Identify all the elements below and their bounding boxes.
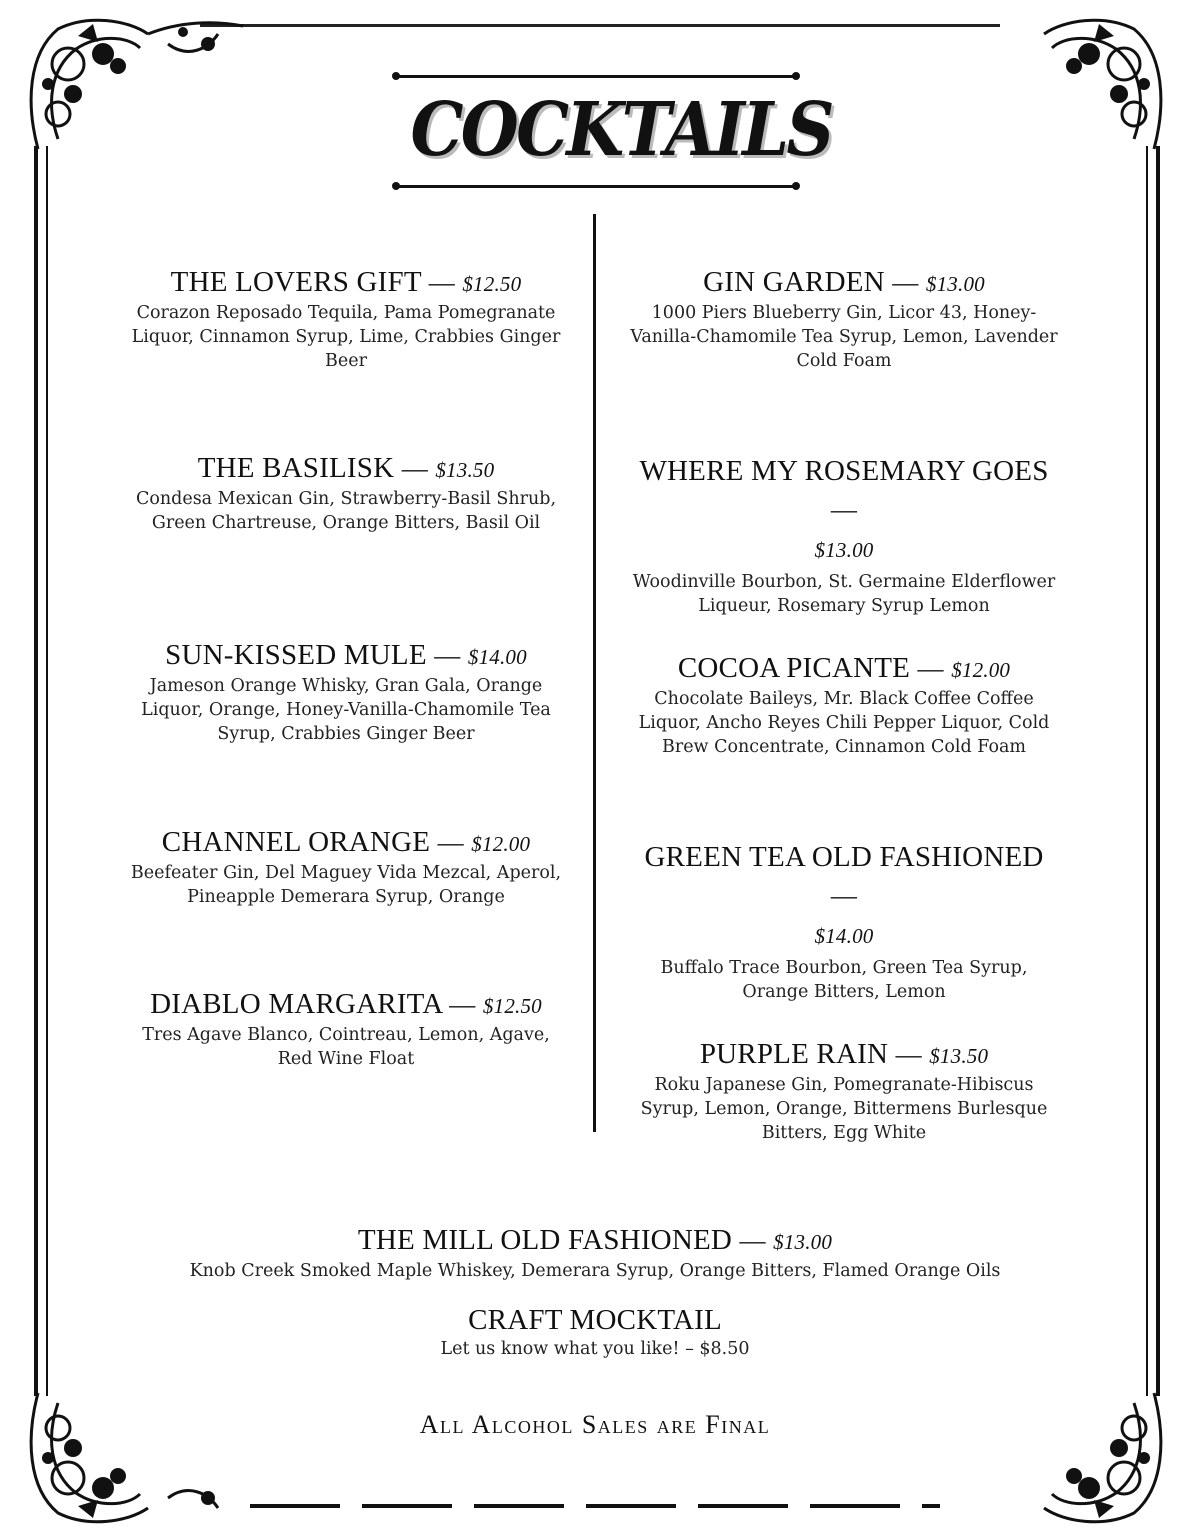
item-separator: — <box>401 454 428 483</box>
menu-item-gin-garden <box>628 266 1060 373</box>
item-separator: — <box>739 1226 766 1255</box>
item-name: PURPLE RAIN <box>699 1038 889 1070</box>
item-separator: — <box>830 881 858 910</box>
item-name: THE LOVERS GIFT <box>170 266 422 298</box>
item-separator: — <box>830 495 858 524</box>
item-price: $13.50 <box>929 1044 989 1068</box>
menu-item-channel-orange <box>130 826 562 909</box>
title-rule-bottom <box>396 185 796 188</box>
item-price: $14.00 <box>467 645 527 669</box>
item-name: GIN GARDEN <box>703 266 885 298</box>
item-name: DIABLO MARGARITA <box>150 988 442 1020</box>
item-name: GREEN TEA OLD FASHIONED <box>644 841 1044 873</box>
item-description: Let us know what you like! – $8.50 <box>440 1339 750 1359</box>
item-separator: — <box>892 268 919 297</box>
item-description: Buffalo Trace Bourbon, Green Tea Syrup, Orange Bitters, Lemon <box>660 958 1028 1002</box>
menu-item-cocoa-picante <box>628 652 1060 759</box>
menu-item-basilisk <box>130 452 562 535</box>
menu-item-purple-rain <box>628 1038 1060 1145</box>
item-description: Woodinville Bourbon, St. Germaine Elderflower Liqueur, Rosemary Syrup Lemon <box>632 572 1056 616</box>
item-separator: — <box>917 654 944 683</box>
item-separator: — <box>434 641 461 670</box>
item-name: WHERE MY ROSEMARY GOES <box>639 455 1049 487</box>
frame-bottom-border <box>250 1504 940 1508</box>
item-name: CHANNEL ORANGE <box>161 826 431 858</box>
item-description: 1000 Piers Blueberry Gin, Licor 43, Honey-Vanilla-Chamomile Tea Syrup, Lemon, Lavender Cold Foam <box>630 303 1058 371</box>
page-title: COCKTAILS <box>410 87 832 173</box>
item-separator: — <box>449 990 476 1019</box>
ornament-corner-bottom-right <box>944 1388 1174 1528</box>
item-price: $13.50 <box>435 458 495 482</box>
menu-item-mill-old-fashioned <box>140 1224 1050 1283</box>
item-separator: — <box>437 828 464 857</box>
menu-item-craft-mocktail <box>140 1304 1050 1361</box>
menu-item-lovers-gift <box>130 266 562 373</box>
menu-item-green-tea-old-fashioned <box>628 838 1060 1004</box>
frame-top-border <box>200 24 1000 27</box>
item-price: $12.00 <box>951 658 1011 682</box>
ornament-corner-top-left <box>18 14 248 154</box>
footer-note: All Alcohol Sales are Final <box>419 1410 771 1439</box>
column-divider <box>593 214 596 1132</box>
item-name: SUN-KISSED MULE <box>165 639 427 671</box>
item-price: $13.00 <box>773 1230 833 1254</box>
item-name: THE BASILISK <box>197 452 395 484</box>
title-rule-top <box>396 75 796 78</box>
item-name: COCOA PICANTE <box>677 652 911 684</box>
ornament-corner-top-right <box>944 14 1174 154</box>
item-description: Corazon Reposado Tequila, Pama Pomegranate Liquor, Cinnamon Syrup, Lime, Crabbies Ginger Beer <box>131 303 561 371</box>
item-price: $13.00 <box>925 272 985 296</box>
item-name: CRAFT MOCKTAIL <box>468 1304 722 1336</box>
menu-item-sun-kissed-mule <box>130 639 562 746</box>
menu-item-diablo-margarita <box>130 988 562 1071</box>
ornament-corner-bottom-left <box>18 1388 248 1528</box>
item-description: Roku Japanese Gin, Pomegranate-Hibiscus Syrup, Lemon, Orange, Bittermens Burlesque Bitters, Egg White <box>640 1075 1048 1143</box>
frame-right-border <box>1146 146 1160 1396</box>
menu-item-where-my-rosemary-goes <box>628 452 1060 618</box>
item-name: THE MILL OLD FASHIONED <box>357 1224 733 1256</box>
frame-left-border <box>34 146 48 1396</box>
item-price: $13.00 <box>814 538 874 562</box>
item-description: Condesa Mexican Gin, Strawberry-Basil Shrub, Green Chartreuse, Orange Bitters, Basil Oil <box>135 489 557 533</box>
item-price: $14.00 <box>814 924 874 948</box>
item-description: Knob Creek Smoked Maple Whiskey, Demerara Syrup, Orange Bitters, Flamed Orange Oils <box>189 1261 1001 1281</box>
item-separator: — <box>428 268 455 297</box>
item-description: Chocolate Baileys, Mr. Black Coffee Coffee Liquor, Ancho Reyes Chili Pepper Liquor, Cold Brew Concentrate, Cinnamon Cold Foam <box>638 689 1050 757</box>
item-description: Jameson Orange Whisky, Gran Gala, Orange Liquor, Orange, Honey-Vanilla-Chamomile Tea Syrup, Crabbies Ginger Beer <box>141 676 551 744</box>
item-description: Beefeater Gin, Del Maguey Vida Mezcal, Aperol, Pineapple Demerara Syrup, Orange <box>130 863 562 907</box>
item-price: $12.50 <box>482 994 542 1018</box>
item-separator: — <box>895 1040 922 1069</box>
item-price: $12.00 <box>471 832 531 856</box>
item-description: Tres Agave Blanco, Cointreau, Lemon, Agave, Red Wine Float <box>142 1025 550 1069</box>
item-price: $12.50 <box>462 272 522 296</box>
